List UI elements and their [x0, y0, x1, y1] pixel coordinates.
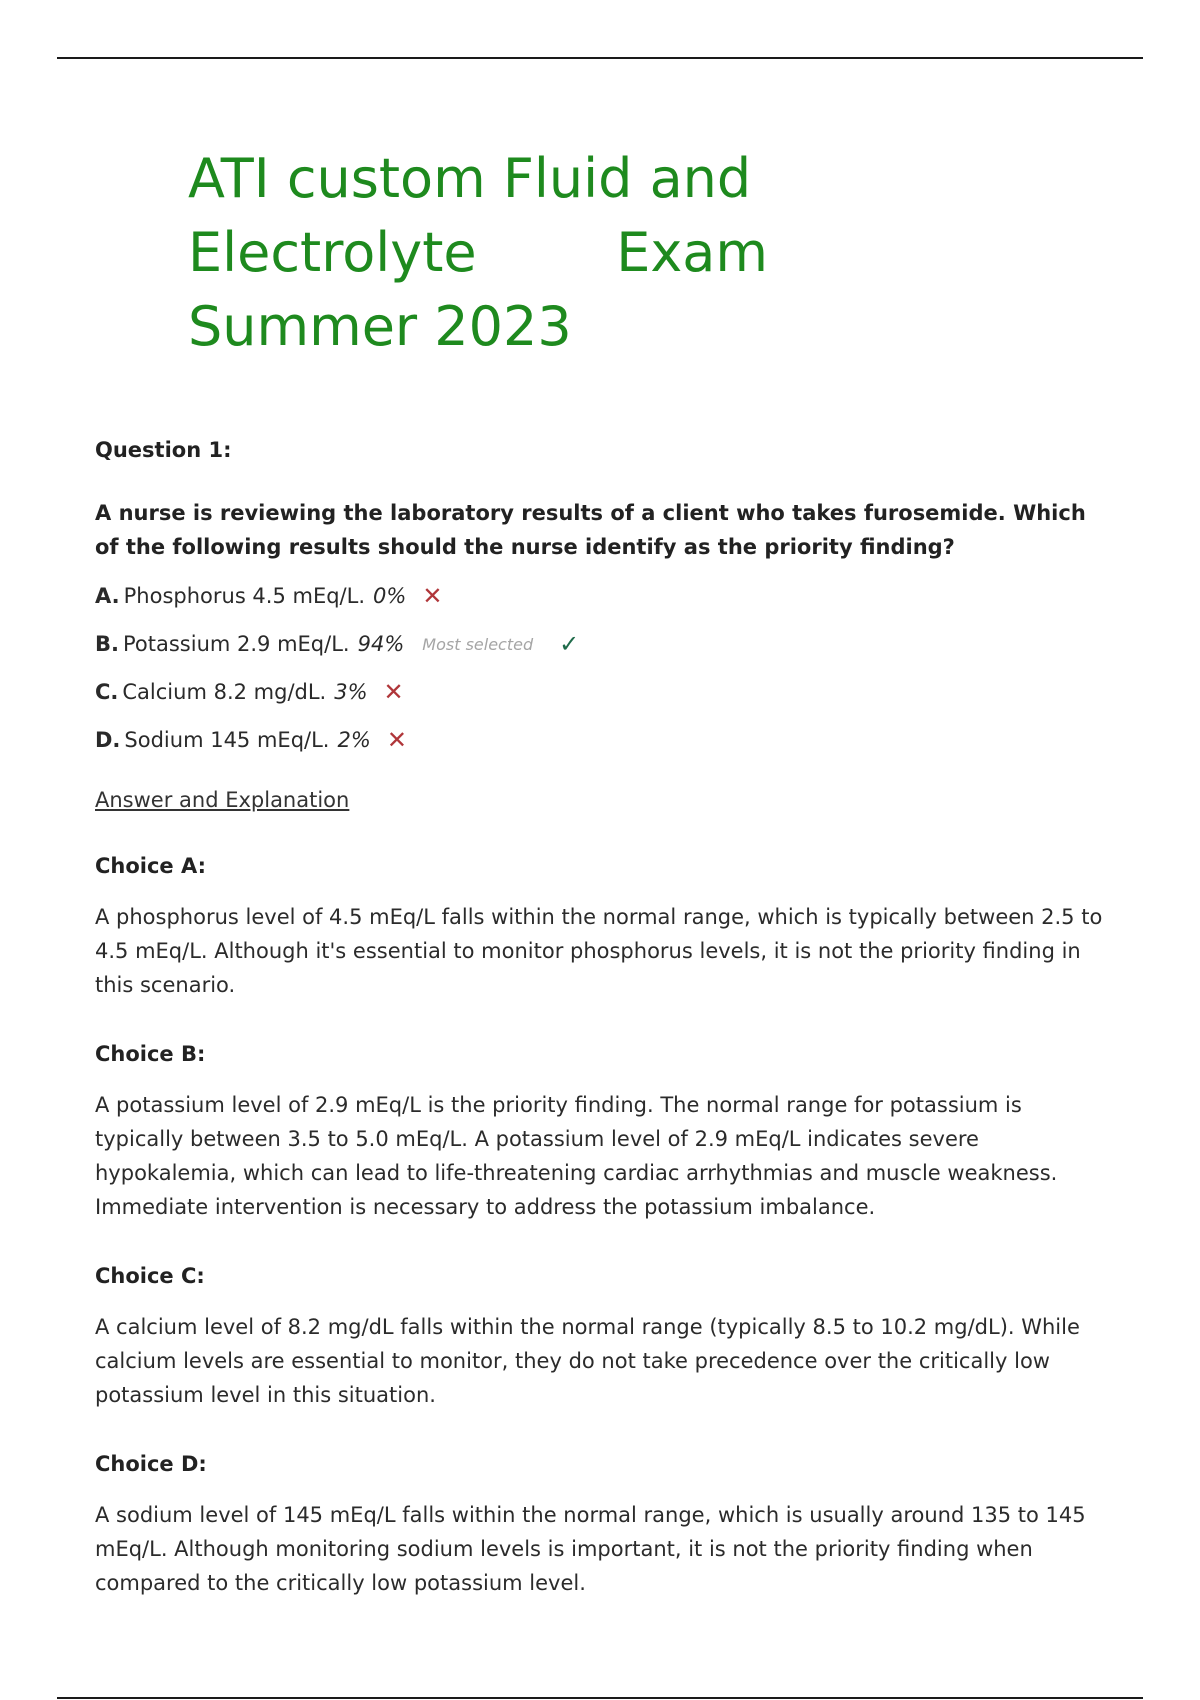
question-label: Question 1:	[95, 438, 232, 462]
option-d[interactable]	[95, 716, 1105, 764]
option-percent: 94%	[357, 632, 405, 656]
incorrect-x-icon: ✕	[386, 726, 407, 754]
option-letter: A.	[95, 584, 120, 608]
choice-a-explanation: A phosphorus level of 4.5 mEq/L falls within the normal range, which is typically between 2.5 to 4.5 mEq/L. Although it's essential to monitor phosphorus levels, it is not the priority finding in this scenario.	[95, 905, 1103, 997]
title-line-2	[188, 216, 768, 290]
choice-d-explanation: A sodium level of 145 mEq/L falls within the normal range, which is usually around 135 to 145 mEq/L. Although monitoring sodium levels is important, it is not the priority finding when compared to the critically low potassium level.	[95, 1503, 1086, 1595]
option-letter: C.	[95, 680, 119, 704]
option-percent: 0%	[373, 584, 407, 608]
document-title	[188, 142, 768, 364]
option-letter: D.	[95, 728, 121, 752]
option-text: Sodium 145 mEq/L.	[124, 728, 330, 752]
answer-explanation-link[interactable]: Answer and Explanation	[95, 788, 350, 812]
option-a[interactable]	[95, 572, 1105, 620]
correct-check-icon: ✓	[559, 630, 580, 658]
choice-b-heading: Choice B:	[95, 1042, 206, 1066]
choice-a-heading: Choice A:	[95, 854, 207, 878]
title-line-1: ATI custom Fluid and	[188, 147, 752, 210]
option-c[interactable]	[95, 668, 1105, 716]
option-text: Potassium 2.9 mEq/L.	[122, 632, 350, 656]
title-word-exam: Exam	[616, 221, 768, 284]
option-percent: 2%	[337, 728, 371, 752]
most-selected-note: Most selected	[422, 634, 534, 654]
option-percent: 3%	[334, 680, 368, 704]
question-text: A nurse is reviewing the laboratory results of a client who takes furosemide. Which of the following results should the nurse identify as the priority finding?	[95, 501, 1086, 559]
incorrect-x-icon: ✕	[422, 582, 443, 610]
incorrect-x-icon: ✕	[383, 678, 404, 706]
bottom-rule	[57, 1697, 1143, 1699]
option-b[interactable]	[95, 620, 1105, 668]
option-text: Phosphorus 4.5 mEq/L.	[123, 584, 366, 608]
choice-b-explanation: A potassium level of 2.9 mEq/L is the priority finding. The normal range for potassium is typically between 3.5 to 5.0 mEq/L. A potassium level of 2.9 mEq/L indicates severe hypokalemia, which can lead to life-threatening cardiac arrhythmias and muscle weakness. Immediate intervention is necessary to address the potassium imbalance.	[95, 1093, 1058, 1219]
option-text: Calcium 8.2 mg/dL.	[122, 680, 327, 704]
top-rule	[57, 57, 1143, 59]
choice-c-explanation: A calcium level of 8.2 mg/dL falls within the normal range (typically 8.5 to 10.2 mg/dL). While calcium levels are essential to monitor, they do not take precedence over the critically low potassium level in this situation.	[95, 1315, 1080, 1407]
title-line-3: Summer 2023	[188, 295, 572, 358]
choice-d-heading: Choice D:	[95, 1452, 207, 1476]
option-letter: B.	[95, 632, 119, 656]
question-content	[95, 438, 1105, 1600]
title-word-electrolyte: Electrolyte	[188, 221, 477, 284]
choice-c-heading: Choice C:	[95, 1264, 205, 1288]
